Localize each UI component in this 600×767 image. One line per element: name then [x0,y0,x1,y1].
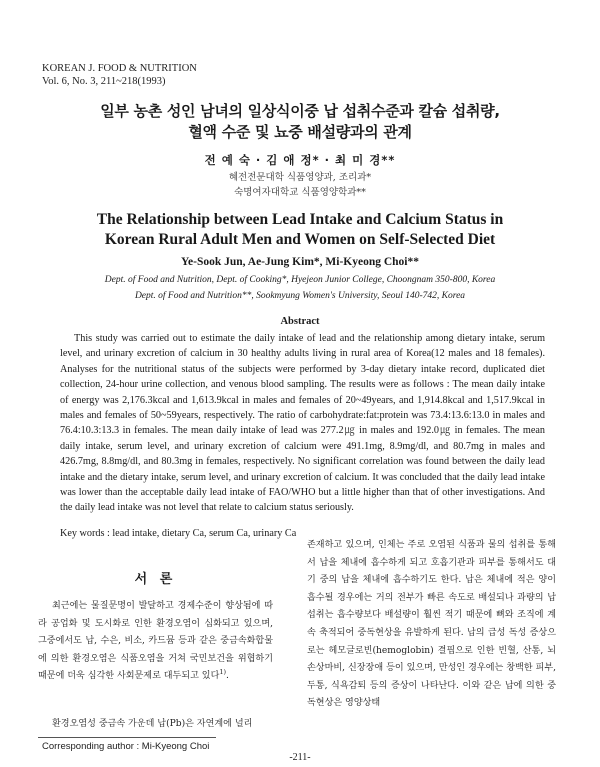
english-affiliation-1: Dept. of Food and Nutrition, Dept. of Cooking*, Hyejeon Junior College, Choongnam 350-800, Korea [104,275,496,285]
journal-volume: Vol. 6, No. 3, 211~218(1993) [42,76,166,87]
introduction-heading: 서 론 [134,572,177,587]
journal-citation [42,62,197,88]
keywords: Key words : lead intake, dietary Ca, serum Ca, urinary Ca [60,528,297,539]
corresponding-author-footnote: Corresponding author : Mi-Kyeong Choi [42,741,210,752]
introduction-left-tail: . [226,671,229,682]
introduction-right-column: 존재하고 있으며, 인체는 주로 오염된 식품과 물의 섭취를 통해서 납을 체내에 흡수하게 되고 호흡기관과 피부를 통해서도 대기 중의 납을 체내에 흡수하기도 한다. 납은 체내에 적은 양이 흡수될 경우에는 거의 전부가 빠른 속도로 배설되나 과량의 납 섭취는 흡수량보다 배설량이 훨씬 적기 때문에 뼈와 조직에 계속 축적되어 중독현상을 유발하게 된다. 납의 급성 독성 증상으로는 헤모글로빈(hemoglobin) 결핍으로 인한 빈혈, 산통, 뇌 손상마비, 신장장애 등이 있으며, 만성인 경우에는 창백한 피부, 두통, 식욕감퇴 등의 증상이 나타난다. 이와 같은 납에 의한 중독현상은 영양상태 [307,540,556,709]
english-authors: Ye-Sook Jun, Ae-Jung Kim*, Mi-Kyeong Choi** [180,256,419,268]
korean-affiliations [0,170,600,200]
korean-title [0,101,600,143]
introduction-left-last-line: 환경오염성 중금속 가운데 납(Pb)은 자연계에 널리 [52,719,253,729]
english-title-line-1: The Relationship between Lead Intake and Calcium Status in [96,211,504,228]
english-affiliations [0,272,600,304]
reference-marker: 1) [219,668,227,677]
english-title [0,210,600,250]
korean-affiliation-2: 숙명여자대학교 식품영양학과** [234,187,366,198]
english-affiliation-2: Dept. of Food and Nutrition**, Sookmyung Women's University, Seoul 140-742, Korea [134,291,466,301]
korean-affiliation-1: 혜전전문대학 식품영양과, 조리과* [228,172,372,183]
page-number: -211- [289,752,311,763]
korean-authors: 전 예 숙 · 김 애 정* · 최 미 경** [204,153,396,167]
introduction-left-text: 최근에는 물질문명이 발달하고 경제수준이 향상됨에 따라 공업화 및 도시화로 인한 환경오염이 심화되고 있으며, 그중에서도 납, 수은, 비소, 카드뮴 등과 같은 중금속화합물에 의한 환경오염은 식품오염을 거쳐 국민보건을 위협하기 때문에 더욱 심각한 사회문제로 대두되고 있다 [38,601,273,682]
korean-title-line-2: 혈액 수준 및 뇨중 배설량과의 관계 [188,123,412,141]
korean-title-line-1: 일부 농촌 성인 남녀의 일상식이중 납 섭취수준과 칼슘 섭취량, [100,102,500,120]
english-title-line-2: Korean Rural Adult Men and Women on Self-Selected Diet [104,231,496,248]
journal-name: KOREAN J. FOOD & NUTRITION [42,63,197,74]
footnote-divider [38,737,216,738]
abstract-heading: Abstract [280,316,320,327]
abstract-body: This study was carried out to estimate the daily intake of lead and the relationship among dietary intake, serum level, and urinary excretion of calcium in 30 healthy adults living in rural area of Korea(12 males and 18 females). Analyses for the nutritional status of the subjects were performed by 3-day dietary intake record, duplicated diet collection, 24-hour urine collection, and venous blood sampling. The results were as follows : The mean daily intake of energy was 2,176.3kcal and 1,613.9kcal in males and females of 20~49years, and 1,914.8kcal and 1,517.9kcal in males and females of 50~59years, respectively. The ratio of carbohydrate:fat:protein was 73.4:13.6:13.0 in males and 76.4:10.3:13.3 in females. The mean daily intake of lead was 277.2㎍ in males and 192.0㎍ in females. The mean daily intake, serum level, and urinary excretion of calcium were 491.1mg, 8.9mg/dl, and 80.7mg in males and 426.7mg, 8.8mg/dl, and 80.3mg in females, respectively. No significant correlation was found between the daily lead intake and the dietary intake, serum level, and urinary excretion of calcium. It was concluded that the daily lead intake was lower than the acceptable daily lead intake of FAO/WHO but a little higher than that of other investigations. And the daily lead intake was not level that relate to calcium status seriously. [60,333,545,514]
introduction-left-column [38,598,273,686]
